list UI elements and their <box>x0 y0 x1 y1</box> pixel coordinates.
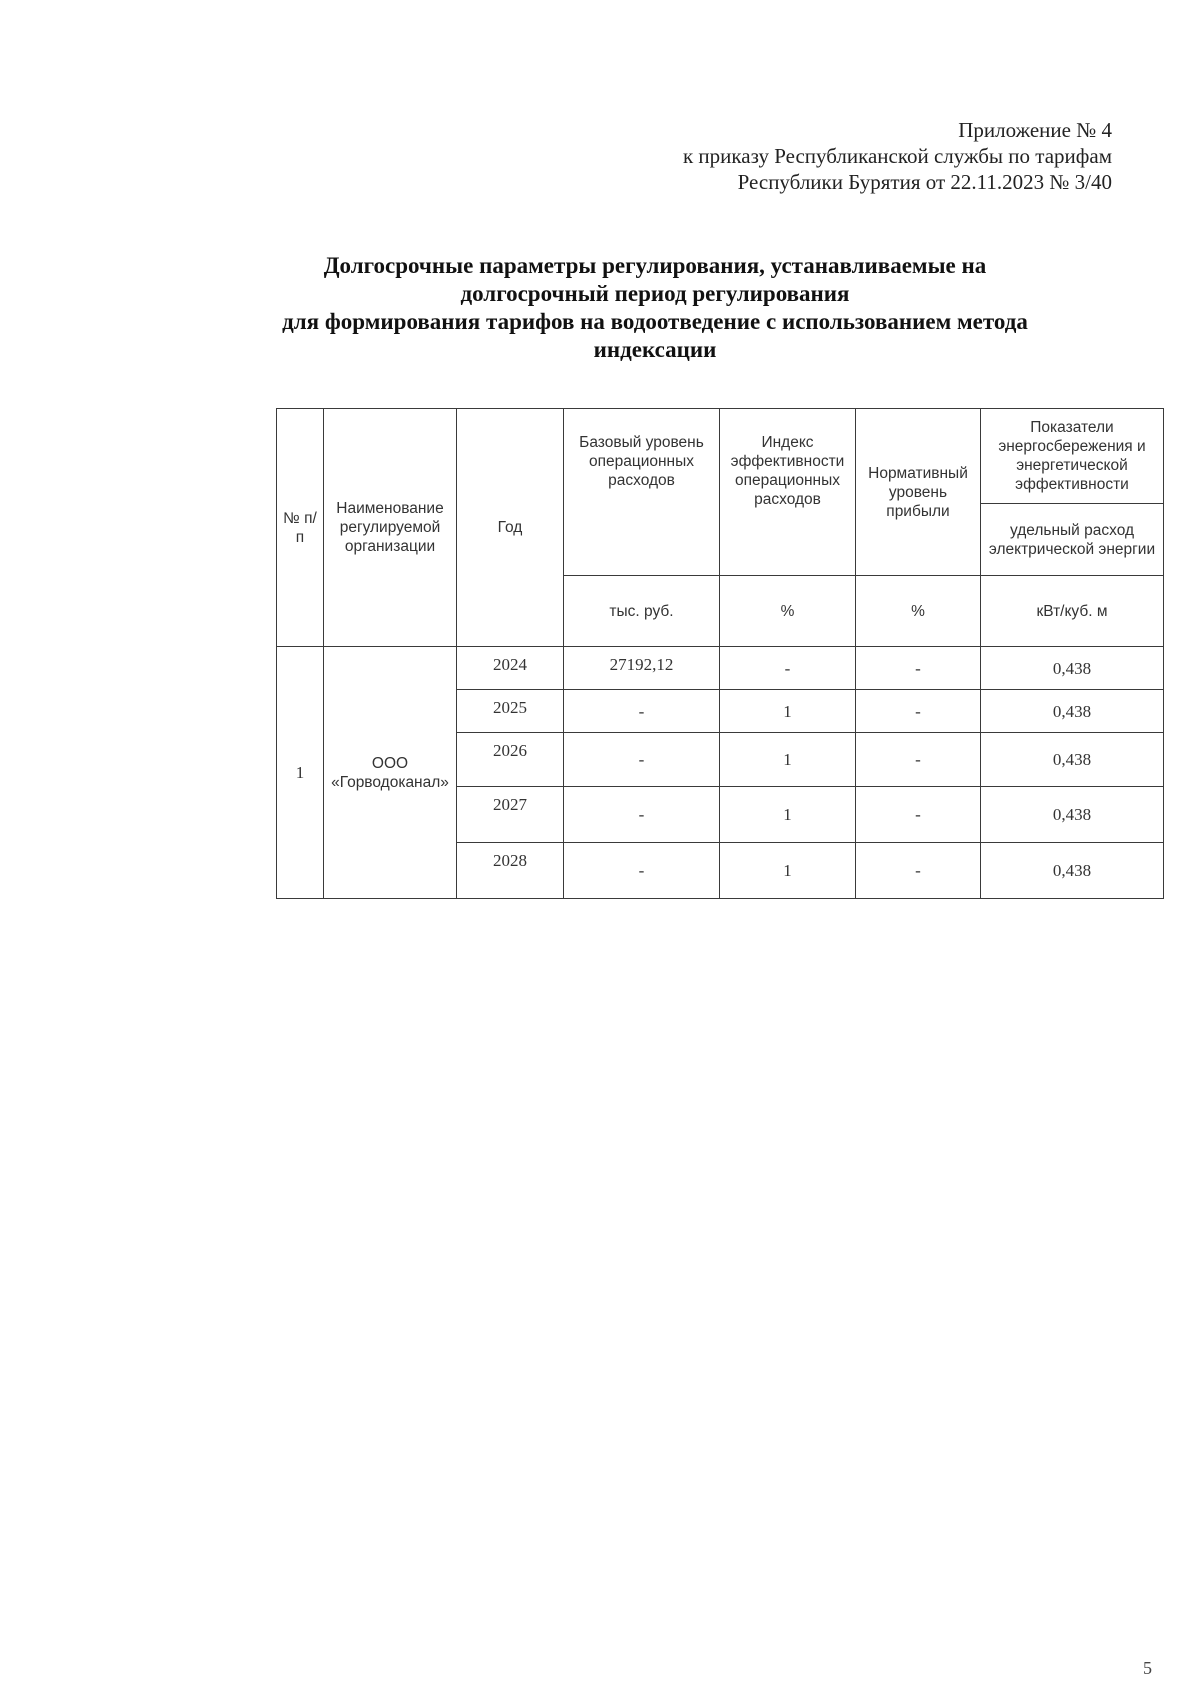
unit-base: тыс. руб. <box>564 576 720 647</box>
base-cell: - <box>564 733 720 787</box>
energy-cell: 0,438 <box>981 733 1164 787</box>
appendix-line-3: Республики Бурятия от 22.11.2023 № 3/40 <box>737 170 1112 194</box>
header-row-1 <box>277 409 1164 504</box>
profit-cell: - <box>856 843 981 899</box>
title-line-3: для формирования тарифов на водоотведение с использованием метода <box>282 309 1028 334</box>
base-cell: - <box>564 843 720 899</box>
index-cell: 1 <box>720 690 856 733</box>
index-cell: 1 <box>720 843 856 899</box>
base-cell: 27192,12 <box>564 647 720 690</box>
energy-cell: 0,438 <box>981 647 1164 690</box>
parameters-table <box>276 408 1164 899</box>
profit-cell: - <box>856 787 981 843</box>
header-efficiency-index: Индекс эффективности операционных расходов <box>720 409 856 576</box>
org-name: ООО «Горводоканал» <box>324 647 457 899</box>
title-line-4: индексации <box>593 337 717 362</box>
energy-cell: 0,438 <box>981 690 1164 733</box>
profit-cell: - <box>856 647 981 690</box>
base-cell: - <box>564 690 720 733</box>
energy-cell: 0,438 <box>981 843 1164 899</box>
index-cell: - <box>720 647 856 690</box>
unit-energy: кВт/куб. м <box>981 576 1164 647</box>
appendix-header <box>412 117 1112 195</box>
year-cell: 2028 <box>457 843 564 899</box>
profit-cell: - <box>856 733 981 787</box>
title-line-1: Долгосрочные параметры регулирования, устанавливаемые на <box>323 253 987 278</box>
year-cell: 2024 <box>457 647 564 690</box>
year-cell: 2025 <box>457 690 564 733</box>
unit-profit: % <box>856 576 981 647</box>
index-cell: 1 <box>720 787 856 843</box>
document-title <box>195 252 1115 364</box>
index-cell: 1 <box>720 733 856 787</box>
base-cell: - <box>564 787 720 843</box>
energy-cell: 0,438 <box>981 787 1164 843</box>
appendix-line-2: к приказу Республиканской службы по тарифам <box>682 144 1112 168</box>
profit-cell: - <box>856 690 981 733</box>
title-line-2: долгосрочный период регулирования <box>460 281 850 306</box>
year-cell: 2026 <box>457 733 564 787</box>
header-base-opex: Базовый уровень операционных расходов <box>564 409 720 576</box>
table-row <box>277 647 1164 690</box>
appendix-line-1: Приложение № 4 <box>958 118 1112 142</box>
header-year: Год <box>457 409 564 647</box>
header-energy-consumption: удельный расход электрической энергии <box>981 504 1164 576</box>
unit-index: % <box>720 576 856 647</box>
header-organization: Наименование регулируемой организации <box>324 409 457 647</box>
header-energy-group: Показатели энергосбережения и энергетической эффективности <box>981 409 1164 504</box>
header-number: № п/п <box>277 409 324 647</box>
page-number: 5 <box>1143 1658 1152 1678</box>
org-number: 1 <box>277 647 324 899</box>
header-profit-level: Нормативный уровень прибыли <box>856 409 981 576</box>
year-cell: 2027 <box>457 787 564 843</box>
